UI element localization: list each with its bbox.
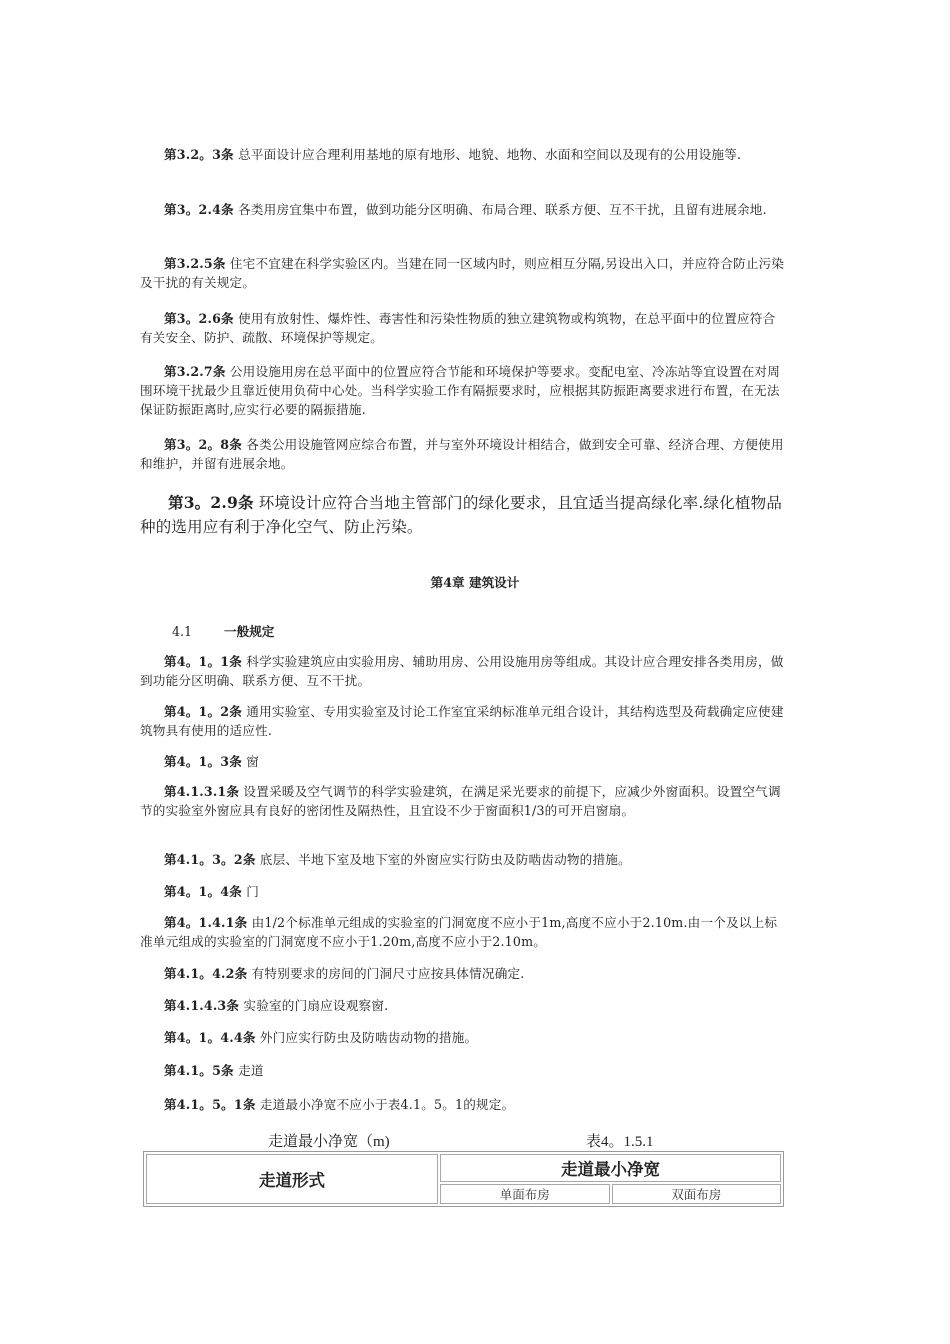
- clause-4-1-4-4: [140, 1028, 788, 1047]
- table-caption-title: 走道最小净宽（m): [268, 1134, 390, 1150]
- clause-number: 第3.2.5条: [164, 256, 226, 271]
- clause-number: 第4。1。3条: [164, 754, 243, 769]
- clause-number: 第3。2.6条: [164, 311, 234, 326]
- clause-3-2-7: [140, 362, 788, 419]
- clause-number: 第4。1.4.1条: [164, 915, 248, 930]
- clause-text: 通用实验室、专用实验室及讨论工作室宜采纳标准单元组合设计，其结构选型及荷载确定应使建筑物具有使用的适应性.: [140, 704, 784, 738]
- clause-text: 走道: [233, 1063, 264, 1078]
- clause-number: 第3。2。8条: [164, 437, 243, 452]
- clause-number: 第4.1。5。1条: [164, 1097, 256, 1112]
- clause-number: 第4。1。4.4条: [164, 1030, 256, 1045]
- clause-4-1-2: [140, 702, 788, 740]
- clause-text: 有特别要求的房间的门洞尺寸应按具体情况确定.: [247, 966, 525, 981]
- clause-4-1-4-1: [140, 913, 788, 951]
- clause-text: 科学实验建筑应由实验用房、辅助用房、公用设施用房等组成。其设计应合理安排各类用房，做到功能分区明确、联系方便、互不干扰。: [140, 654, 784, 688]
- clause-text: 窗: [242, 754, 260, 769]
- table-header-min-width: 走道最小净宽: [440, 1154, 781, 1182]
- clause-number: 第4.1。3。2条: [164, 852, 256, 867]
- clause-text: 走道最小净宽不应小于表4.1。5。1的规定。: [255, 1097, 515, 1112]
- clause-3-2-5: [140, 254, 788, 292]
- clause-4-1-3: [140, 752, 788, 771]
- clause-number: 第4。1。1条: [164, 654, 243, 669]
- clause-number: 第3.2。3条: [164, 147, 234, 162]
- clause-3-2-6: [140, 309, 788, 347]
- clause-number: 第4.1.3.1条: [164, 784, 240, 799]
- clause-text: 公用设施用房在总平面中的位置应符合节能和环境保护等要求。变配电室、冷冻站等宜设置在对周围环境干扰最少且靠近使用负荷中心处。当科学实验工作有隔振要求时，应根据其防振距离要求进行布置，在无法保证防振距离时,应实行必要的隔振措施.: [140, 364, 780, 417]
- clause-text: 由1/2个标准单元组成的实验室的门洞宽度不应小于1m,高度不应小于2.10m.由一个及以上标准单元组成的实验室的门洞宽度不应小于1.20m,高度不应小于2.10m。: [140, 915, 778, 949]
- clause-3-2-8: [140, 435, 788, 473]
- clause-text: 门: [242, 884, 260, 899]
- clause-text: 环境设计应符合当地主管部门的绿化要求，且宜适当提高绿化率.绿化植物品种的选用应有利于净化空气、防止污染。: [140, 494, 783, 536]
- clause-text: 总平面设计应合理利用基地的原有地形、地貌、地物、水面和空间以及现有的公用设施等.: [233, 147, 742, 162]
- clause-number: 第3。2.9条: [168, 493, 254, 512]
- clause-number: 第4.1。4.2条: [164, 966, 248, 981]
- section-number: 4.1: [172, 624, 193, 639]
- table-header-corridor-type: 走道形式: [146, 1154, 438, 1204]
- clause-number: 第4.1。5条: [164, 1063, 234, 1078]
- clause-text: 各类公用设施管网应综合布置，并与室外环境设计相结合，做到安全可靠、经济合理、方便使用和维护，并留有进展余地。: [140, 437, 784, 471]
- clause-3-2-9: [140, 491, 788, 539]
- clause-3-2-3: [140, 145, 788, 164]
- clause-text: 实验室的门扇应设观察窗.: [239, 998, 389, 1013]
- clause-number: 第3。2.4条: [164, 202, 234, 217]
- clause-number: 第4.1.4.3条: [164, 998, 240, 1013]
- table-subheader-double-side: 双面布房: [612, 1184, 782, 1204]
- clause-text: 住宅不宜建在科学实验区内。当建在同一区域内时，则应相互分隔,另设出入口，并应符合防止污染及干扰的有关规定。: [140, 256, 785, 290]
- clause-4-1-3-1: [140, 782, 788, 820]
- clause-4-1-3-2: [140, 850, 788, 869]
- clause-4-1-5-1: [140, 1095, 788, 1114]
- clause-4-1-1: [140, 652, 788, 690]
- corridor-width-table: [143, 1151, 784, 1207]
- clause-4-1-4-3: [140, 996, 788, 1015]
- clause-3-2-4: [140, 200, 788, 219]
- clause-text: 设置采暖及空气调节的科学实验建筑，在满足采光要求的前提下，应减少外窗面积。设置空气调节的实验室外窗应具有良好的密闭性及隔热性，且宜设不少于窗面积1/3的可开启窗扇。: [140, 784, 781, 818]
- clause-4-1-4-2: [140, 964, 788, 983]
- clause-text: 底层、半地下室及地下室的外窗应实行防虫及防啮齿动物的措施。: [255, 852, 631, 867]
- table-caption-number: 表4。1.5.1: [586, 1134, 654, 1150]
- section-heading: [172, 621, 274, 640]
- clause-number: 第4。1。4条: [164, 884, 243, 899]
- clause-text: 外门应实行防虫及防啮齿动物的措施。: [255, 1030, 478, 1045]
- clause-number: 第3.2.7条: [164, 364, 226, 379]
- clause-4-1-5: [140, 1061, 788, 1080]
- clause-text: 使用有放射性、爆炸性、毒害性和污染性物质的独立建筑物或构筑物，在总平面中的位置应符合有关安全、防护、疏散、环境保护等规定。: [140, 311, 776, 345]
- section-title: 一般规定: [224, 624, 275, 639]
- clause-number: 第4。1。2条: [164, 704, 243, 719]
- clause-4-1-4: [140, 882, 788, 901]
- clause-text: 各类用房宜集中布置，做到功能分区明确、布局合理、联系方便、互不干扰，且留有进展余地.: [233, 202, 767, 217]
- table-subheader-single-side: 单面布房: [440, 1184, 610, 1204]
- chapter-title: 第4章 建筑设计: [430, 575, 520, 590]
